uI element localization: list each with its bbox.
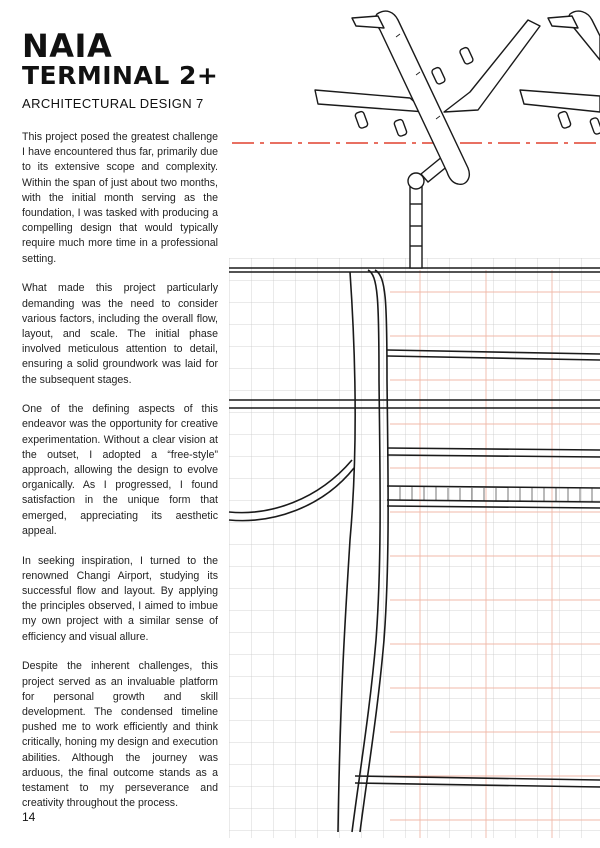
paragraph-4: In seeking inspiration, I turned to the renowned Changi Airport, studying its successful flow and layout. By applying the principles observed, I aimed to imbue my own project with a similar sense of efficiency and visual allure. [22, 554, 218, 643]
paragraph-2: What made this project particularly demanding was the need to consider various factors, including the overall flow, layout, and scale. The initial phase involved meticulous attention to detail, ensuring a solid groundwork was laid for the subsequent stages. [22, 282, 218, 386]
page-title-line-2: TERMINAL 2+ [22, 61, 219, 90]
page-title-line-1: NAIA [22, 27, 113, 65]
paragraph-3: One of the defining aspects of this endeavor was the opportunity for creative experimentation. Without a clear vision at the outset, I adopted a “free-style” approach, allowing the design to evolve organically. As I progressed, I found satisfaction in the unique form that emerged, appreciating its aesthetic appeal. [22, 403, 218, 537]
body-text-column [22, 130, 218, 826]
paragraph-5: Despite the inherent challenges, this project served as an invaluable platform for personal growth and skill development. The condensed timeline pushed me to work efficiently and think critically, honing my design and execution abilities. Although the journey was arduous, the final outcome stands as a testament to my perseverance and creativity throughout the process. [22, 660, 218, 810]
page-number: 14 [22, 810, 36, 824]
paragraph-1: This project posed the greatest challenge I have encountered thus far, primarily due to its extensive scope and complexity. Within the span of just about two months, with the initial month serving as the foundation, I was tasked with producing a compelling design that would typically require much more time in a professional setting. [22, 131, 218, 265]
grid-background [229, 258, 600, 838]
page-subtitle: ARCHITECTURAL DESIGN 7 [22, 96, 204, 111]
airplane-icon [315, 11, 540, 184]
